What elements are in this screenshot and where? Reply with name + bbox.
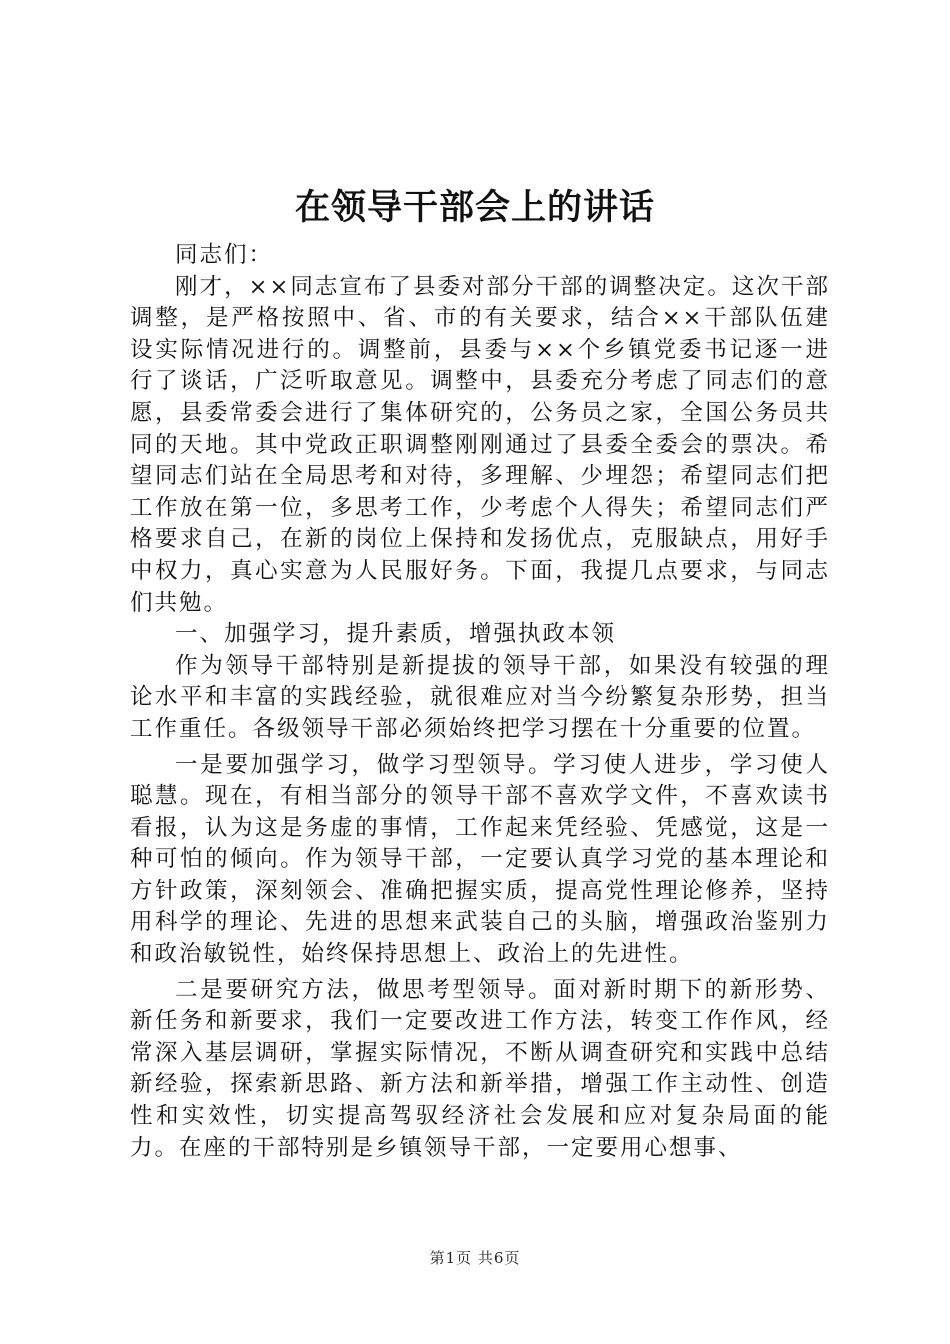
document-body	[130, 240, 830, 1164]
body-paragraph: 二是要研究方法，做思考型领导。面对新时期下的新形势、新任务和新要求，我们一定要改进工作方法，转变工作作风，经常深入基层调研，掌握实际情况，不断从调查研究和实践中总结新经验，探索新思路、新方法和新举措，增强工作主动性、创造性和实效性，切实提高驾驭经济社会发展和应对复杂局面的能力。在座的干部特别是乡镇领导干部，一定要用心想事、	[130, 976, 830, 1161]
body-paragraph: 刚才，××同志宣布了县委对部分干部的调整决定。这次干部调整，是严格按照中、省、市的有关要求，结合××干部队伍建设实际情况进行的。调整前，县委与××个乡镇党委书记逐一进行了谈话，广泛听取意见。调整中，县委充分考虑了同志们的意愿，县委常委会进行了集体研究的，公务员之家，全国公务员共同的天地。其中党政正职调整刚刚通过了县委全委会的票决。希望同志们站在全局思考和对待，多理解、少埋怨；希望同志们把工作放在第一位，多思考工作，少考虑个人得失；希望同志们严格要求自己，在新的岗位上保持和发扬优点，克服缺点，用好手中权力，真心实意为人民服好务。下面，我提几点要求，与同志们共勉。	[130, 273, 830, 616]
section-heading: 一、加强学习，提升素质，增强执政本领	[175, 621, 617, 648]
salutation: 同志们：	[175, 242, 274, 268]
body-paragraph: 一是要加强学习，做学习型领导。学习使人进步，学习使人聪慧。现在，有相当部分的领导干部不喜欢学文件，不喜欢读书看报，认为这是务虚的事情，工作起来凭经验、凭感觉，这是一种可怕的倾向。作为领导干部，一定要认真学习党的基本理论和方针政策，深刻领会、准确把握实质，提高党性理论修养，坚持用科学的理论、先进的思想来武装自己的头脑，增强政治鉴别力和政治敏锐性，始终保持思想上、政治上的先进性。	[130, 751, 830, 968]
document-title: 在领导干部会上的讲话	[294, 187, 655, 228]
body-paragraph: 作为领导干部特别是新提拔的领导干部，如果没有较强的理论水平和丰富的实践经验，就很难应对当今纷繁复杂形势，担当工作重任。各级领导干部必须始终把学习摆在十分重要的位置。	[130, 652, 830, 742]
page-footer: 第1页 共6页	[429, 1249, 521, 1267]
